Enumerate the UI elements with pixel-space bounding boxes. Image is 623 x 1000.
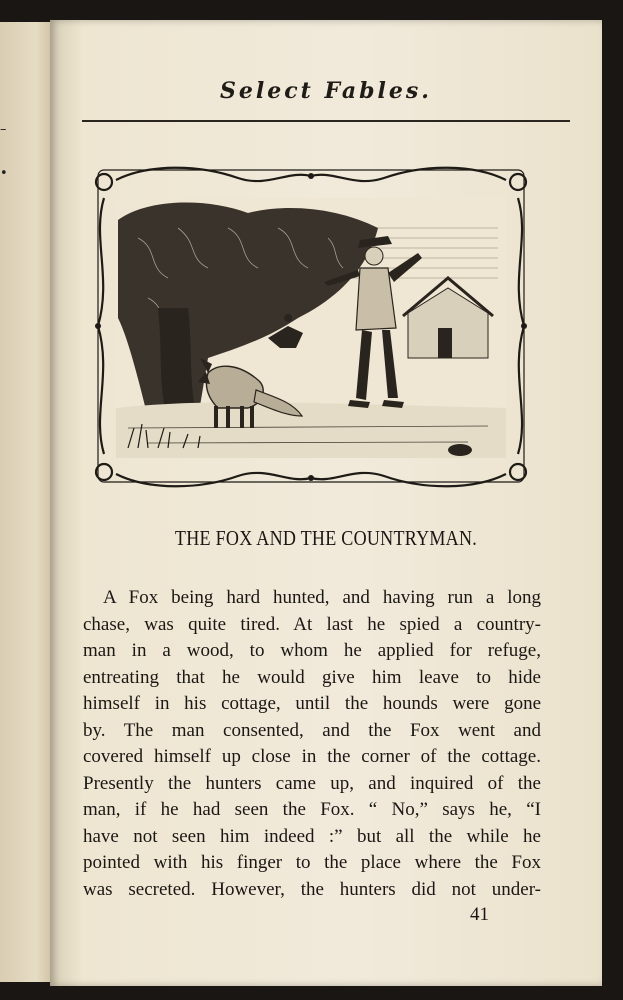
facing-page-edge: [0, 22, 52, 982]
body-line: himself in his cottage, until the hounds were gone: [83, 693, 541, 714]
header-rule: [82, 120, 570, 122]
running-head: Select Fables.: [220, 78, 432, 104]
book-page: [50, 20, 602, 986]
body-line: pointed with his finger to the place where the Fox: [83, 852, 541, 873]
engraving-fox-and-countryman-icon: [88, 158, 534, 494]
body-line: A Fox being hard hunted, and having run a long: [103, 587, 541, 608]
page-number: 41: [470, 904, 489, 925]
fable-body: [83, 585, 541, 903]
facing-page-marks: – •: [0, 122, 8, 181]
body-line: entreating that he would give him leave to hide: [83, 666, 541, 688]
fable-title: THE FOX AND THE COUNTRYMAN.: [174, 526, 478, 550]
body-line: man, if he had seen the Fox. “ No,” says he, “I: [83, 799, 541, 820]
body-line: was secreted. However, the hunters did not under-: [83, 878, 541, 900]
body-line: Presently the hunters came up, and inquired of the: [83, 772, 541, 794]
body-line: chase, was quite tired. At last he spied a country-: [83, 613, 541, 635]
body-line: by. The man consented, and the Fox went and: [83, 719, 541, 741]
body-line: man in a wood, to whom he applied for refuge,: [83, 640, 541, 661]
body-line: have not seen him indeed :” but all the while he: [83, 825, 541, 847]
body-line: covered himself up close in the corner of the cottage.: [83, 746, 541, 767]
